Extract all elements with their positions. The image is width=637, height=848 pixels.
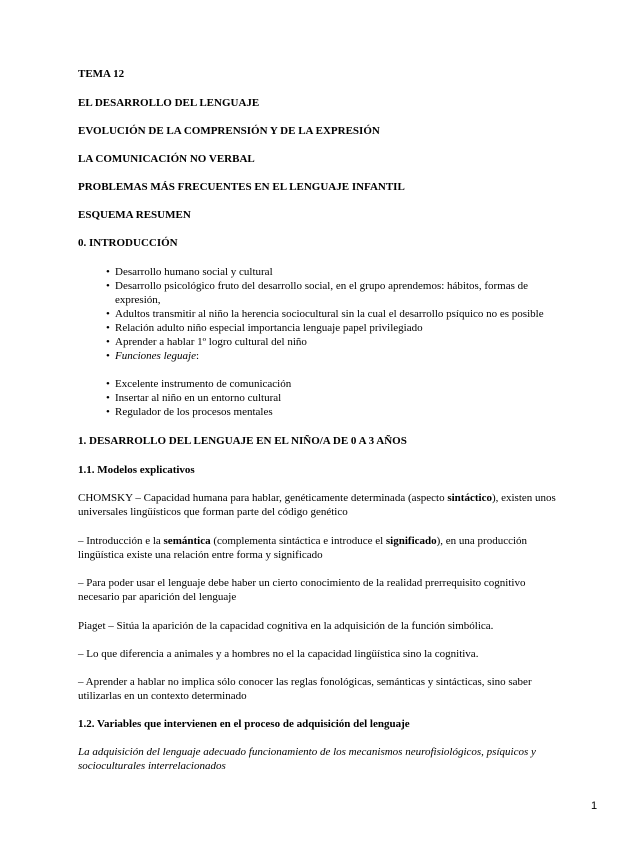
text-span: (complementa sintáctica e introduce el — [210, 535, 386, 547]
list-item-text: Relación adulto niño especial importancia lenguaje papel privilegiado — [115, 322, 423, 334]
funciones-colon: : — [195, 350, 200, 362]
bullet-icon: • — [106, 322, 110, 334]
list-item-text: Excelente instrumento de comunicación — [115, 378, 292, 390]
bullet-icon: • — [106, 350, 110, 362]
text-span: – Introducción e la — [78, 535, 164, 547]
funciones-label: Funciones leguaje — [115, 350, 196, 362]
paragraph-line: socioculturales interrelacionados — [78, 760, 226, 772]
list-item-continuation: expresión, — [115, 294, 161, 306]
bold-term: sintáctico — [447, 492, 492, 504]
bullet-icon: • — [106, 378, 110, 390]
paragraph-line: universales lingüísticos que forman parte del código genético — [78, 506, 348, 518]
list-item-text: Desarrollo humano social y cultural — [115, 266, 273, 278]
bullet-icon: • — [106, 308, 110, 320]
heading-problemas: PROBLEMAS MÁS FRECUENTES EN EL LENGUAJE INFANTIL — [78, 181, 405, 193]
paragraph-line: necesario par aparición del lenguaje — [78, 591, 237, 603]
list-item-text — [115, 350, 199, 363]
bullet-icon: • — [106, 266, 110, 278]
heading-esquema: ESQUEMA RESUMEN — [78, 209, 191, 221]
heading-evolucion: EVOLUCIÓN DE LA COMPRENSIÓN Y DE LA EXPRESIÓN — [78, 125, 380, 137]
bullet-icon: • — [106, 336, 110, 348]
paragraph-piaget: Piaget – Sitúa la aparición de la capacidad cognitiva en la adquisición de la función simbólica. — [78, 620, 494, 632]
paragraph-aprender: – Aprender a hablar no implica sólo conocer las reglas fonológicas, semánticas y sintácticas, sino saber — [78, 676, 532, 688]
list-item-text: Aprender a hablar 1º logro cultural del niño — [115, 336, 307, 348]
list-item-text: Desarrollo psicológico fruto del desarrollo social, en el grupo aprendemos: hábitos, formas de — [115, 280, 528, 292]
section-title: 1. DESARROLLO DEL LENGUAJE EN EL NIÑO/A DE 0 A 3 AÑOS — [78, 435, 407, 447]
list-item-text: Adultos transmitir al niño la herencia sociocultural sin la cual el desarrollo psíquico no es posible — [115, 308, 544, 320]
text-span: ), existen unos — [491, 492, 556, 504]
list-item-text: Regulador de los procesos mentales — [115, 406, 273, 418]
bullet-icon: • — [106, 406, 110, 418]
paragraph-line: utilizarlas en un contexto determinado — [78, 690, 247, 702]
bullet-icon: • — [106, 392, 110, 404]
text-span: ), en una producción — [436, 535, 528, 547]
paragraph-diferencia: – Lo que diferencia a animales y a hombres no el la capacidad lingüística sino la cognitiva. — [78, 648, 479, 660]
paragraph-usar: – Para poder usar el lenguaje debe haber un cierto conocimiento de la realidad prerrequisito cognitivo — [78, 577, 526, 589]
subsection-title: 1.1. Modelos explicativos — [78, 464, 195, 476]
text-span: CHOMSKY – Capacidad humana para hablar, genéticamente determinada (aspecto — [78, 492, 448, 504]
paragraph-variables: La adquisición del lenguaje adecuado funcionamiento de los mecanismos neurofisiológicos, psíquicos y — [78, 746, 536, 758]
list-item-text: Insertar al niño en un entorno cultural — [115, 392, 282, 404]
bullet-icon: • — [106, 280, 110, 292]
paragraph-line: lingüística existe una relación entre forma y significado — [78, 549, 323, 561]
heading-introduccion: 0. INTRODUCCIÓN — [78, 237, 178, 249]
heading-desarrollo: EL DESARROLLO DEL LENGUAJE — [78, 97, 260, 109]
paragraph-chomsky — [78, 492, 556, 505]
bold-term: significado — [385, 535, 437, 547]
paragraph-introduccion — [78, 535, 527, 548]
heading-tema: TEMA 12 — [78, 68, 125, 80]
subsection-title: 1.2. Variables que intervienen en el proceso de adquisición del lenguaje — [78, 718, 410, 730]
heading-comunicacion: LA COMUNICACIÓN NO VERBAL — [78, 153, 255, 165]
bold-term: semántica — [163, 535, 211, 547]
page-number: 1 — [591, 800, 598, 812]
